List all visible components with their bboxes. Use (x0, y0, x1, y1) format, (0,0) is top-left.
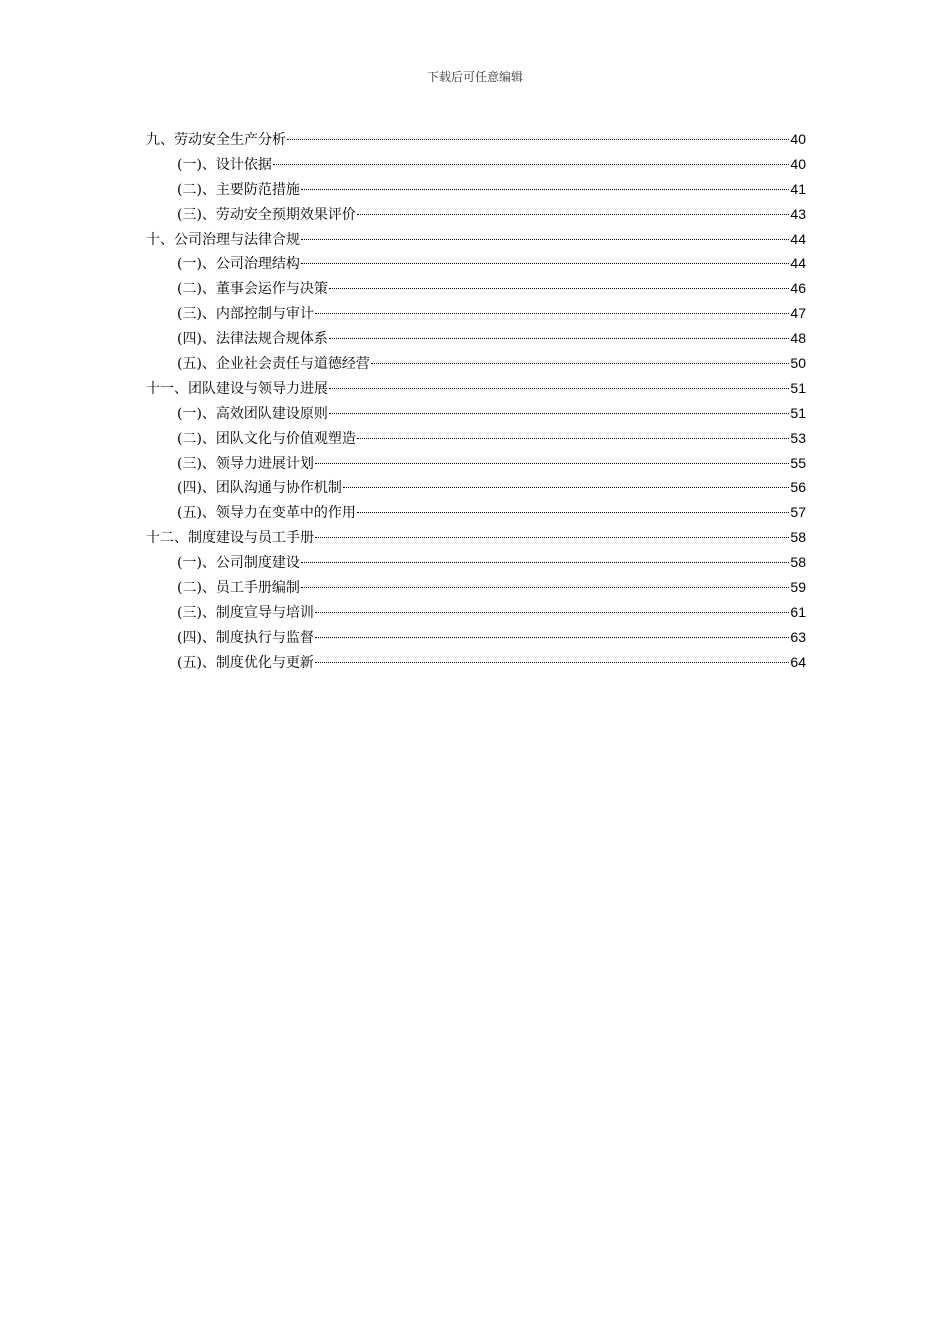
toc-page-number: 57 (790, 504, 806, 521)
toc-dot-leader (301, 239, 789, 240)
toc-dot-leader (343, 487, 789, 488)
toc-dot-leader (357, 214, 789, 215)
toc-chapter-entry[interactable] (146, 376, 806, 401)
toc-entry-label: (一)、公司治理结构 (177, 256, 300, 273)
toc-dot-leader (315, 662, 789, 663)
toc-dot-leader (329, 388, 789, 389)
toc-section-entry[interactable] (146, 575, 806, 600)
toc-dot-leader (301, 587, 789, 588)
toc-dot-leader (329, 288, 789, 289)
toc-section-entry[interactable] (146, 177, 806, 202)
toc-dot-leader (329, 338, 789, 339)
toc-entry-label: (三)、制度宣导与培训 (177, 604, 314, 621)
toc-page-number: 56 (790, 479, 806, 496)
toc-dot-leader (301, 189, 789, 190)
toc-entry-label: 十、公司治理与法律合规 (146, 231, 300, 248)
toc-entry-label: (一)、高效团队建设原则 (177, 405, 328, 422)
toc-page-number: 59 (790, 579, 806, 596)
toc-section-entry[interactable] (146, 251, 806, 276)
page-header: 下载后可任意编辑 (426, 70, 523, 84)
toc-dot-leader (315, 637, 789, 638)
toc-page-number: 61 (790, 603, 806, 620)
toc-dot-leader (273, 164, 789, 165)
toc-section-entry[interactable] (146, 202, 806, 227)
toc-page-number: 51 (790, 379, 806, 396)
toc-entry-label: (一)、公司制度建设 (177, 555, 300, 572)
toc-page-number: 40 (790, 155, 806, 172)
toc-entry-label: 十一、团队建设与领导力进展 (146, 380, 328, 397)
toc-page-number: 55 (790, 454, 806, 471)
toc-page-number: 47 (790, 305, 806, 322)
toc-dot-leader (301, 263, 789, 264)
toc-page-number: 63 (790, 628, 806, 645)
toc-dot-leader (329, 413, 789, 414)
toc-section-entry[interactable] (146, 351, 806, 376)
toc-entry-label: (二)、员工手册编制 (177, 580, 300, 597)
toc-entry-label: (二)、团队文化与价值观塑造 (177, 430, 356, 447)
toc-entry-label: (三)、内部控制与审计 (177, 306, 314, 323)
toc-dot-leader (287, 139, 789, 140)
toc-section-entry[interactable] (146, 475, 806, 500)
table-of-contents (146, 127, 806, 675)
toc-section-entry[interactable] (146, 276, 806, 301)
toc-section-entry[interactable] (146, 451, 806, 476)
toc-dot-leader (357, 512, 789, 513)
toc-entry-label: (二)、董事会运作与决策 (177, 281, 328, 298)
toc-page-number: 41 (790, 180, 806, 197)
toc-entry-label: (四)、制度执行与监督 (177, 629, 314, 646)
toc-entry-label: (一)、设计依据 (177, 156, 272, 173)
toc-page-number: 64 (790, 653, 806, 670)
toc-dot-leader (315, 537, 789, 538)
toc-chapter-entry[interactable] (146, 127, 806, 152)
toc-page-number: 46 (790, 280, 806, 297)
toc-page-number: 50 (790, 355, 806, 372)
toc-entry-label: (四)、团队沟通与协作机制 (177, 480, 342, 497)
toc-section-entry[interactable] (146, 550, 806, 575)
toc-entry-label: 九、劳动安全生产分析 (146, 132, 286, 148)
toc-dot-leader (315, 313, 789, 314)
toc-section-entry[interactable] (146, 500, 806, 525)
toc-section-entry[interactable] (146, 600, 806, 625)
toc-section-entry[interactable] (146, 326, 806, 351)
toc-section-entry[interactable] (146, 625, 806, 650)
toc-page-number: 58 (790, 529, 806, 546)
toc-section-entry[interactable] (146, 650, 806, 675)
toc-page-number: 44 (790, 230, 806, 247)
toc-entry-label: (四)、法律法规合规体系 (177, 331, 328, 348)
toc-dot-leader (315, 612, 789, 613)
toc-entry-label: (五)、企业社会责任与道德经营 (177, 356, 370, 373)
toc-entry-label: (三)、领导力进展计划 (177, 455, 314, 472)
toc-page-number: 53 (790, 429, 806, 446)
toc-page-number: 48 (790, 330, 806, 347)
toc-section-entry[interactable] (146, 301, 806, 326)
toc-page-number: 58 (790, 554, 806, 571)
toc-chapter-entry[interactable] (146, 227, 806, 252)
toc-entry-label: (二)、主要防范措施 (177, 181, 300, 198)
toc-dot-leader (357, 438, 789, 439)
toc-page-number: 51 (790, 404, 806, 421)
toc-entry-label: (三)、劳动安全预期效果评价 (177, 206, 356, 223)
toc-page-number: 40 (790, 131, 806, 147)
toc-dot-leader (315, 463, 789, 464)
toc-section-entry[interactable] (146, 426, 806, 451)
toc-entry-label: 十二、制度建设与员工手册 (146, 530, 314, 547)
toc-dot-leader (301, 562, 789, 563)
toc-section-entry[interactable] (146, 152, 806, 177)
toc-dot-leader (371, 363, 789, 364)
toc-page-number: 43 (790, 205, 806, 222)
toc-page-number: 44 (790, 255, 806, 272)
toc-chapter-entry[interactable] (146, 525, 806, 550)
toc-section-entry[interactable] (146, 401, 806, 426)
toc-entry-label: (五)、制度优化与更新 (177, 654, 314, 671)
toc-entry-label: (五)、领导力在变革中的作用 (177, 505, 356, 522)
